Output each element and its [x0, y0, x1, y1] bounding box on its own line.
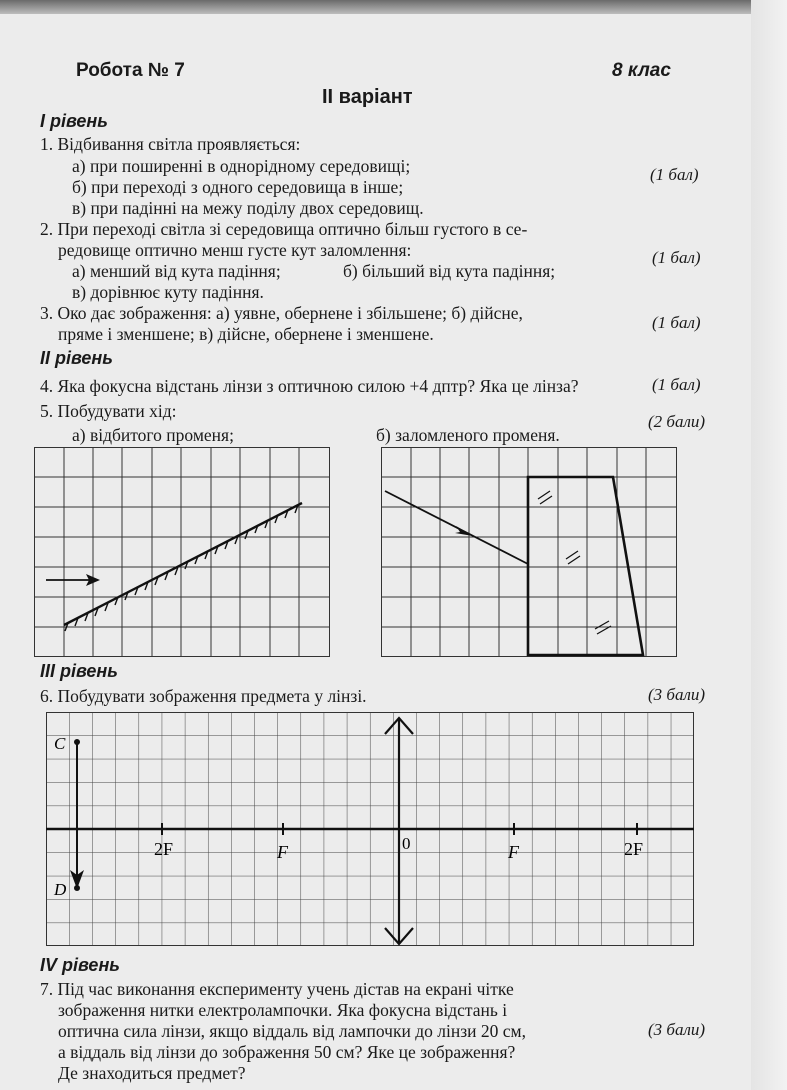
- q5-option-b: б) заломленого променя.: [376, 425, 560, 445]
- q5-points: (2 бали): [648, 412, 706, 431]
- q3-line2: пряме і зменшене; в) дійсне, обернене і зменшене.: [58, 324, 434, 344]
- glass-hatching: [538, 491, 611, 634]
- work-number: Робота № 7: [76, 60, 185, 81]
- level-4-title: ІV рівень: [40, 955, 120, 975]
- grade-label: 8 клас: [612, 60, 671, 81]
- label-2f-right: 2F: [624, 839, 644, 859]
- q2-option-b: б) більший від кута падіння;: [343, 261, 556, 281]
- label-f-left: F: [277, 842, 288, 862]
- lens-diagram: [46, 712, 694, 946]
- q7-line4: а віддаль від лінзи до зображення 50 см? Яке це зображення?: [58, 1042, 516, 1062]
- level-1-title: І рівень: [40, 111, 108, 131]
- level-2-title: ІІ рівень: [40, 348, 113, 368]
- q1-option-b: б) при переході з одного середовища в інше;: [72, 177, 404, 197]
- label-zero: 0: [402, 834, 411, 853]
- incident-ray-arrowhead: [455, 526, 473, 536]
- point-d: [74, 885, 80, 891]
- q5-text: 5. Побудувати хід:: [40, 401, 177, 421]
- variant-title: ІІ варіант: [322, 86, 413, 108]
- q2-line1: 2. При переході світла зі середовища оптично більш густого в се-: [40, 219, 528, 239]
- mirror-surface: [64, 503, 302, 625]
- q3-points: (1 бал): [652, 313, 701, 332]
- refraction-grid: [381, 447, 677, 657]
- q4-text: 4. Яка фокусна відстань лінзи з оптичною силою +4 дптр? Яка це лінза?: [40, 376, 579, 396]
- glass-prism: [528, 477, 643, 655]
- q6-text: 6. Побудувати зображення предмета у лінзі.: [40, 686, 367, 706]
- q1-stem: 1. Відбивання світла проявляється:: [40, 134, 301, 154]
- label-d: D: [54, 880, 67, 899]
- level-3-title: ІІІ рівень: [40, 661, 118, 681]
- label-f-right: F: [508, 842, 519, 862]
- q3-line1: 3. Око дає зображення: а) уявне, обернене і збільшене; б) дійсне,: [40, 303, 523, 323]
- q7-line1: 7. Під час виконання експерименту учень дістав на екрані чітке: [40, 979, 514, 999]
- label-c: C: [54, 734, 66, 753]
- q4-points: (1 бал): [652, 375, 701, 394]
- q2-option-c: в) дорівнює куту падіння.: [72, 282, 264, 302]
- q1-points: (1 бал): [650, 165, 699, 184]
- scan-right-edge: [751, 0, 787, 1090]
- point-c: [74, 739, 80, 745]
- scan-top-edge: [0, 0, 787, 14]
- q7-line3: оптична сила лінзи, якщо віддаль від лампочки до лінзи 20 см,: [58, 1021, 526, 1041]
- label-2f-left: 2F: [154, 839, 174, 859]
- q2-points: (1 бал): [652, 248, 701, 267]
- q2-line2: редовище оптично менш густе кут заломлення:: [58, 240, 412, 260]
- q7-line2: зображення нитки електролампочки. Яка фокусна відстань і: [58, 1000, 508, 1020]
- q5-option-a: а) відбитого променя;: [72, 425, 234, 445]
- grid-lines: [34, 447, 330, 657]
- q1-option-a: а) при поширенні в однорідному середовищі;: [72, 156, 411, 176]
- q7-line5: Де знаходиться предмет?: [58, 1063, 246, 1083]
- q1-option-c: в) при падінні на межу поділу двох середовищ.: [72, 198, 424, 218]
- q2-option-a: а) менший від кута падіння;: [72, 261, 281, 281]
- reflection-grid: [34, 447, 330, 657]
- q7-points: (3 бали): [648, 1020, 706, 1039]
- q6-points: (3 бали): [648, 685, 706, 704]
- incident-ray: [385, 491, 528, 564]
